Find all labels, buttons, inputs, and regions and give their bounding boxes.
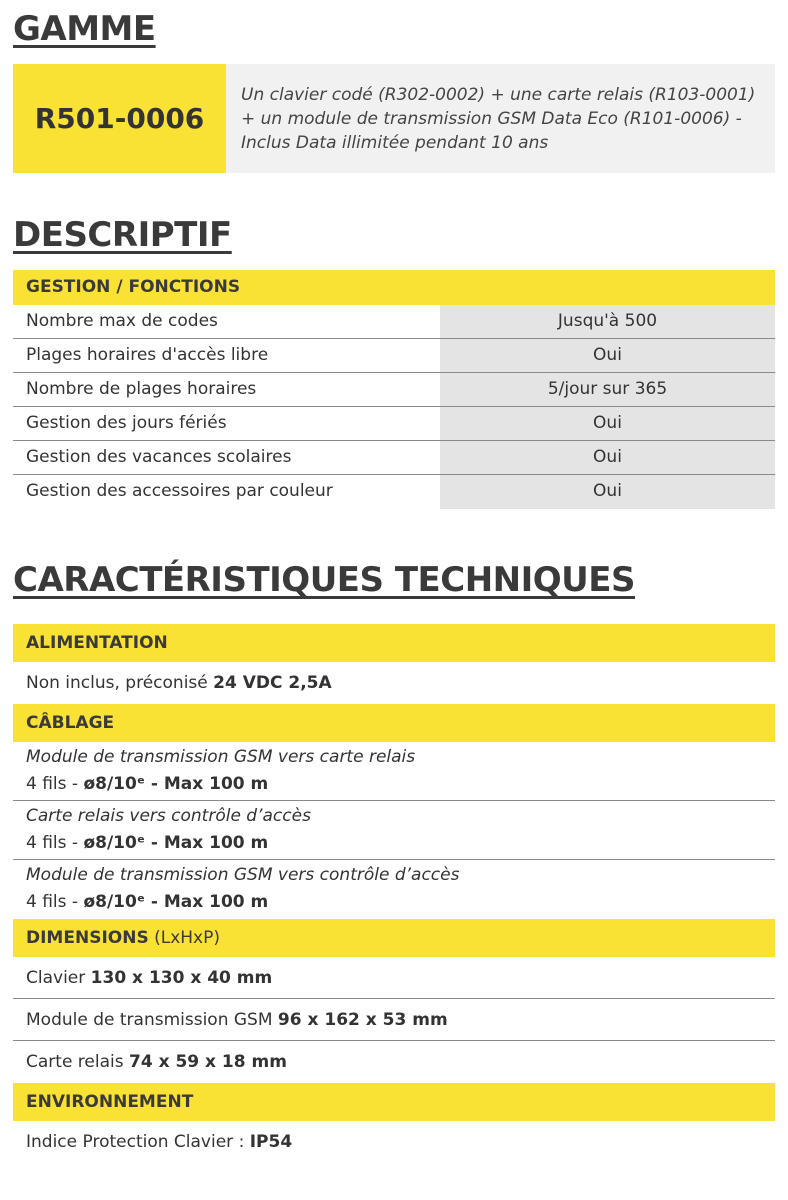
table-row (13, 441, 775, 475)
alimentation-text: Non inclus, préconisé (26, 673, 214, 693)
section-header-gestion: GESTION / FONCTIONS (13, 270, 775, 305)
table-row (13, 475, 775, 509)
dimension-label: Carte relais (26, 1052, 130, 1072)
cablage-spec (26, 830, 775, 856)
row-value: Jusqu'à 500 (440, 305, 775, 338)
section-header-cablage: CÂBLAGE (13, 704, 775, 742)
cablage-spec-value: ø8/10ᵉ - Max 100 m (83, 774, 269, 794)
environnement-value: IP54 (249, 1132, 293, 1152)
alimentation-line (13, 662, 775, 704)
row-value: Oui (440, 339, 775, 372)
dimension-item (13, 957, 775, 999)
cablage-spec (26, 889, 775, 915)
gamme-heading: GAMME (13, 9, 156, 49)
cablage-spec-prefix: 4 fils - (26, 774, 84, 794)
gamme-box (13, 64, 775, 173)
caracteristiques-heading: CARACTÉRISTIQUES TECHNIQUES (13, 560, 636, 600)
product-code: R501-0006 (13, 64, 226, 173)
cablage-desc: Module de transmission GSM vers contrôle d’accès (26, 865, 460, 885)
row-label: Nombre de plages horaires (26, 379, 257, 399)
environnement-text: Indice Protection Clavier : (26, 1132, 250, 1152)
dimension-value: 96 x 162 x 53 mm (277, 1010, 448, 1030)
descriptif-heading: DESCRIPTIF (13, 215, 232, 255)
cablage-spec-value: ø8/10ᵉ - Max 100 m (83, 833, 269, 853)
alimentation-value: 24 VDC 2,5A (213, 673, 332, 693)
row-value: Oui (440, 407, 775, 440)
tech-specs (13, 624, 775, 1163)
table-row (13, 407, 775, 441)
environnement-line (13, 1121, 775, 1163)
dimension-value: 130 x 130 x 40 mm (90, 968, 273, 988)
section-header-environnement: ENVIRONNEMENT (13, 1083, 775, 1121)
cablage-spec-prefix: 4 fils - (26, 833, 84, 853)
cablage-desc: Module de transmission GSM vers carte relais (26, 747, 416, 767)
cablage-spec-prefix: 4 fils - (26, 892, 84, 912)
table-row (13, 373, 775, 407)
row-label: Nombre max de codes (26, 311, 218, 331)
cablage-item (13, 801, 775, 860)
dimension-value: 74 x 59 x 18 mm (129, 1052, 287, 1072)
table-row (13, 339, 775, 373)
gamme-line-3: Inclus Data illimitée pendant 10 ans (241, 133, 549, 153)
gamme-description (226, 64, 775, 173)
cablage-item (13, 860, 775, 919)
cablage-spec (26, 771, 775, 797)
row-value: Oui (440, 441, 775, 474)
row-label: Plages horaires d'accès libre (26, 345, 269, 365)
dimension-label: Clavier (26, 968, 91, 988)
gamme-line-2: + un module de transmission GSM Data Eco (R101-0006) - (241, 109, 742, 129)
dimensions-title: DIMENSIONS (26, 928, 149, 948)
row-label: Gestion des jours fériés (26, 413, 227, 433)
dimension-item (13, 999, 775, 1041)
row-value: 5/jour sur 365 (440, 373, 775, 406)
row-value: Oui (440, 475, 775, 509)
descriptif-table (13, 270, 775, 509)
gamme-line-1: Un clavier codé (R302-0002) + une carte relais (R103-0001) (241, 85, 756, 105)
table-row (13, 305, 775, 339)
dimension-label: Module de transmission GSM (26, 1010, 278, 1030)
cablage-spec-value: ø8/10ᵉ - Max 100 m (83, 892, 269, 912)
cablage-desc: Carte relais vers contrôle d’accès (26, 806, 311, 826)
dimensions-title-suffix: (LxHxP) (148, 928, 220, 948)
section-header-alimentation: ALIMENTATION (13, 624, 775, 662)
section-header-dimensions (13, 919, 775, 957)
cablage-item (13, 742, 775, 801)
row-label: Gestion des vacances scolaires (26, 447, 292, 467)
row-label: Gestion des accessoires par couleur (26, 481, 333, 501)
dimension-item (13, 1041, 775, 1083)
